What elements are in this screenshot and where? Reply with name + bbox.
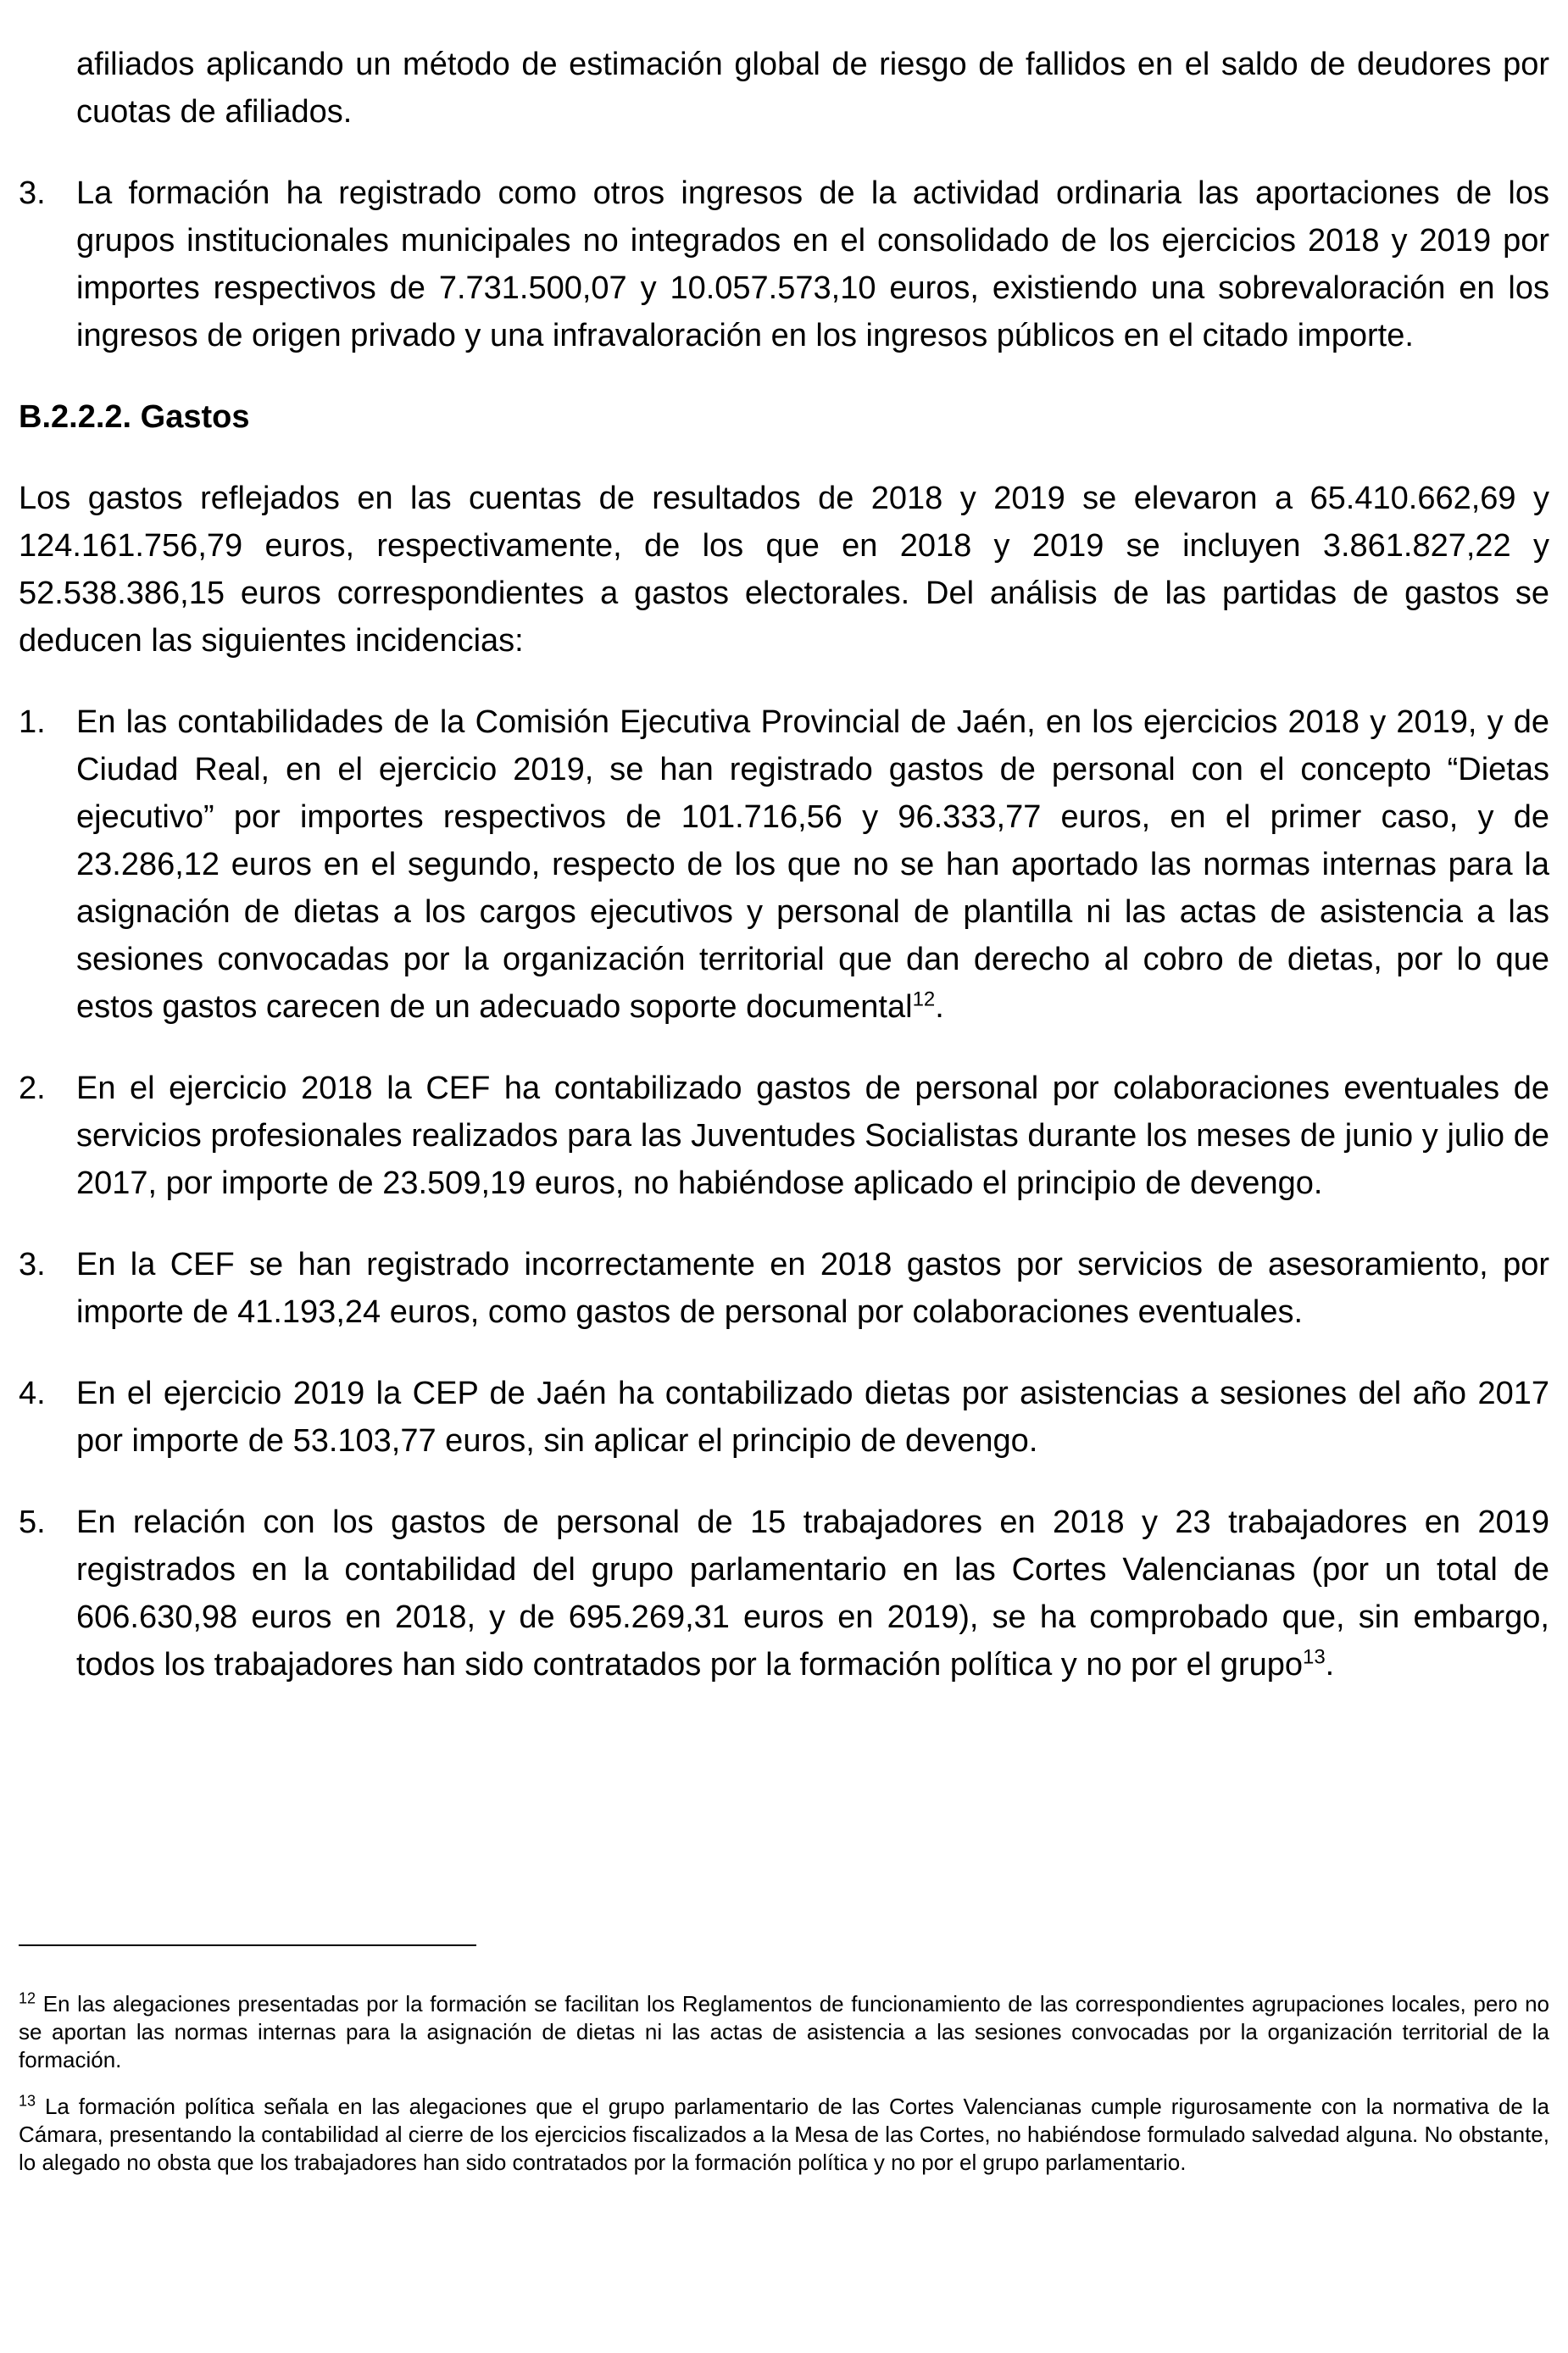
item-number: 4.	[19, 1376, 46, 1411]
section-heading: B.2.2.2. Gastos	[19, 399, 250, 435]
footnote-ref-12[interactable]: 12	[912, 987, 936, 1011]
ingresos-item-3	[19, 170, 1549, 359]
item-text: En la CEF se han registrado incorrectamente en 2018 gastos por servicios de asesoramiento, por importe de 41.193,24 euros, como gastos de personal por colaboraciones eventuales.	[76, 1247, 1549, 1330]
item-number: 2.	[19, 1071, 46, 1106]
footnotes-area	[19, 1944, 1549, 2177]
item-text: En las contabilidades de la Comisión Ejecutiva Provincial de Jaén, en los ejercicios 2018 y 2019, y de Ciudad Real, en el ejercicio 2019, se han registrado gastos de personal con el concepto “Dietas ejecutivo” por importes respectivos de 101.716,56 y 96.333,77 euros, en el primer caso, y de 23.286,12 euros en el segundo, respecto de los que no se han aportado las normas internas para la asignación de dietas a los cargos ejecutivos y personal de plantilla ni las actas de asistencia a las sesiones convocadas por la organización territorial que dan derecho al cobro de dietas, por lo que estos gastos carecen de un adecuado soporte documental	[76, 704, 1549, 1025]
gastos-item-5	[19, 1499, 1549, 1688]
footnote-13	[19, 2093, 1549, 2177]
item-number: 1.	[19, 704, 46, 740]
footnote-12	[19, 1990, 1549, 2074]
item-tail: .	[935, 989, 944, 1025]
footnote-text: En las alegaciones presentadas por la formación se facilitan los Reglamentos de funcionamiento de las correspondientes agrupaciones locales, pero no se aportan las normas internas para la asignación de dietas ni las actas de asistencia a las sesiones convocadas por la organización territorial de la formación.	[19, 1991, 1549, 2072]
item-text: La formación ha registrado como otros ingresos de la actividad ordinaria las aportaciones de los grupos institucionales municipales no integrados en el consolidado de los ejercicios 2018 y 2019 por importes respectivos de 7.731.500,07 y 10.057.573,10 euros, existiendo una sobrevaloración en los ingresos de origen privado y una infravaloración en los ingresos públicos en el citado importe.	[76, 175, 1549, 353]
gastos-item-4	[19, 1370, 1549, 1465]
item-number: 3.	[19, 1247, 46, 1282]
gastos-item-3	[19, 1241, 1549, 1336]
item-text: En relación con los gastos de personal de 15 trabajadores en 2018 y 23 trabajadores en 2019 registrados en la contabilidad del grupo parlamentario en las Cortes Valencianas (por un total de 606.630,98 euros en 2018, y de 695.269,31 euros en 2019), se ha comprobado que, sin embargo, todos los trabajadores han sido contratados por la formación política y no por el grupo	[76, 1505, 1549, 1683]
item-text: En el ejercicio 2018 la CEF ha contabilizado gastos de personal por colaboraciones eventuales de servicios profesionales realizados para las Juventudes Socialistas durante los meses de junio y julio de 2017, por importe de 23.509,19 euros, no habiéndose aplicado el principio de devengo.	[76, 1071, 1549, 1201]
gastos-intro: Los gastos reflejados en las cuentas de resultados de 2018 y 2019 se elevaron a 65.410.662,69 y 124.161.756,79 euros, respectivamente, de los que en 2018 y 2019 se incluyen 3.861.827,22 y 52.538.386,15 euros correspondientes a gastos electorales. Del análisis de las partidas de gastos se deducen las siguientes incidencias:	[19, 481, 1549, 659]
gastos-item-2	[19, 1065, 1549, 1207]
footnote-separator	[19, 1944, 476, 1946]
item-number: 3.	[19, 175, 46, 211]
gastos-item-1	[19, 698, 1549, 1031]
intro-continuation: afiliados aplicando un método de estimación global de riesgo de fallidos en el saldo de deudores por cuotas de afiliados.	[76, 47, 1549, 130]
item-tail: .	[1325, 1647, 1335, 1683]
footnote-ref-13[interactable]: 13	[1302, 1645, 1326, 1669]
document-page	[19, 41, 1549, 1688]
footnote-number: 12	[19, 1989, 36, 2007]
footnote-text: La formación política señala en las alegaciones que el grupo parlamentario de las Cortes Valencianas cumple rigurosamente con la normativa de la Cámara, presentando la contabilidad al cierre de los ejercicios fiscalizados a la Mesa de las Cortes, no habiéndose formulado salvedad alguna. No obstante, lo alegado no obsta que los trabajadores han sido contratados por la formación política y no por el grupo parlamentario.	[19, 2094, 1549, 2175]
footnote-number: 13	[19, 2092, 36, 2110]
item-number: 5.	[19, 1505, 46, 1540]
item-text: En el ejercicio 2019 la CEP de Jaén ha contabilizado dietas por asistencias a sesiones del año 2017 por importe de 53.103,77 euros, sin aplicar el principio de devengo.	[76, 1376, 1549, 1459]
